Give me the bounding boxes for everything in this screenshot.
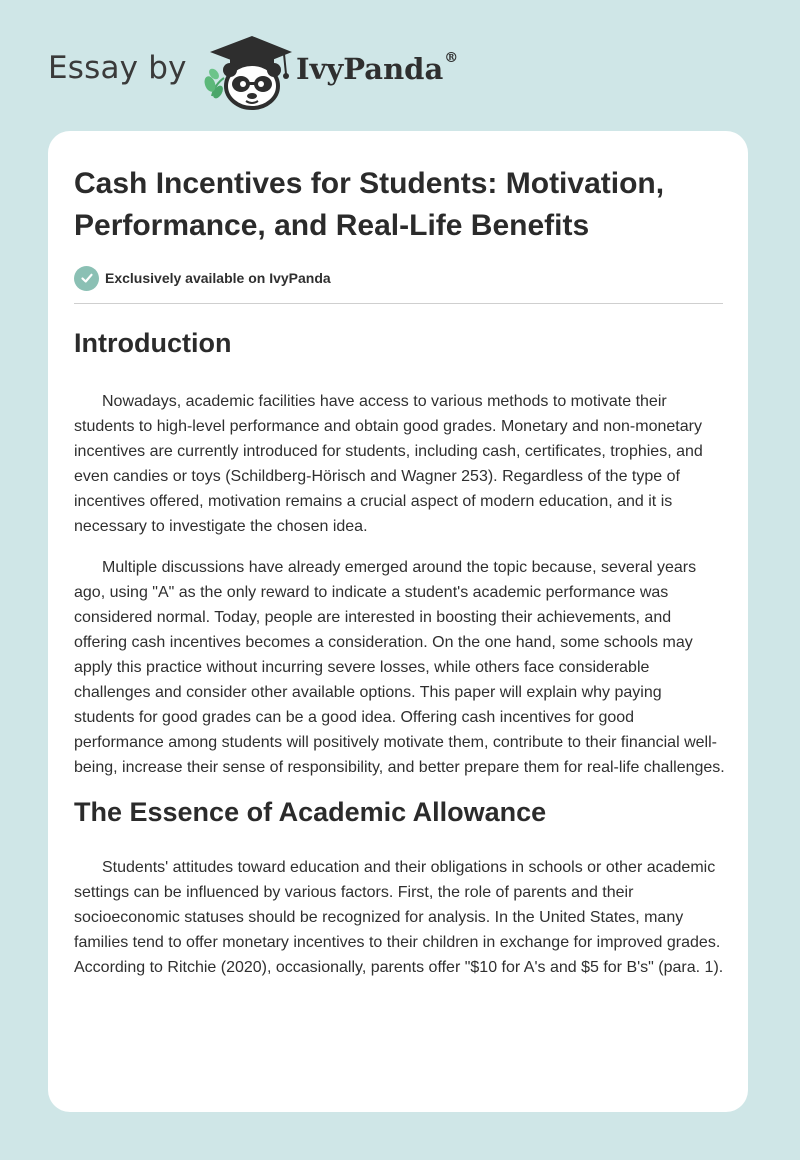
- panda-graduate-logo-icon[interactable]: [200, 32, 292, 112]
- essay-by-label: Essay by: [48, 50, 187, 86]
- site-header: [0, 0, 800, 130]
- brand-name[interactable]: [296, 52, 458, 86]
- paragraph: Students' attitudes toward education and their obligations in schools or other academic settings can be influenced by various factors. First, the role of parents and their socioeconomic statuses should be recognized for analysis. In the United States, many families tend to offer monetary incentives to their children in exchange for improved grades. According to Ritchie (2020), occasionally, parents offer "$10 for A's and $5 for B's" (para. 1).: [74, 859, 724, 976]
- divider: [74, 303, 723, 304]
- section-heading-academic-allowance: The Essence of Academic Allowance: [74, 797, 547, 827]
- essay-card: [48, 131, 748, 1112]
- paragraph: Multiple discussions have already emerged around the topic because, several years ago, using "A" as the only reward to indicate a student's academic performance was considered normal. Today, people are interested in boosting their achievements, and offering cash incentives becomes a consideration. On the one hand, some schools may apply this practice without incurring severe losses, while others face considerable challenges and consider other available options. This paper will explain why paying students for good grades can be a good idea. Offering cash incentives for good performance among students will positively motivate them, contribute to their financial well-being, increase their sense of responsibility, and better prepare them for real-life challenges.: [74, 559, 725, 776]
- check-circle-icon: [74, 266, 99, 291]
- badge-label: Exclusively available on IvyPanda: [105, 270, 331, 286]
- brand-text: IvyPanda: [296, 52, 444, 86]
- section-heading-introduction: Introduction: [74, 328, 232, 358]
- essay-title: Cash Incentives for Students: Motivation, Performance, and Real-Life Benefits: [74, 167, 665, 242]
- registered-mark: ®: [444, 50, 459, 67]
- exclusive-badge: [74, 265, 723, 291]
- paragraph: Nowadays, academic facilities have access to various methods to motivate their students to high-level performance and obtain good grades. Monetary and non-monetary incentives are currently introduced for students, including cash, certificates, trophies, and even candies or toys (Schildberg-Hörisch and Wagner 253). Regardless of the type of incentives offered, motivation remains a crucial aspect of modern education, and it is necessary to investigate the chosen idea.: [74, 393, 703, 535]
